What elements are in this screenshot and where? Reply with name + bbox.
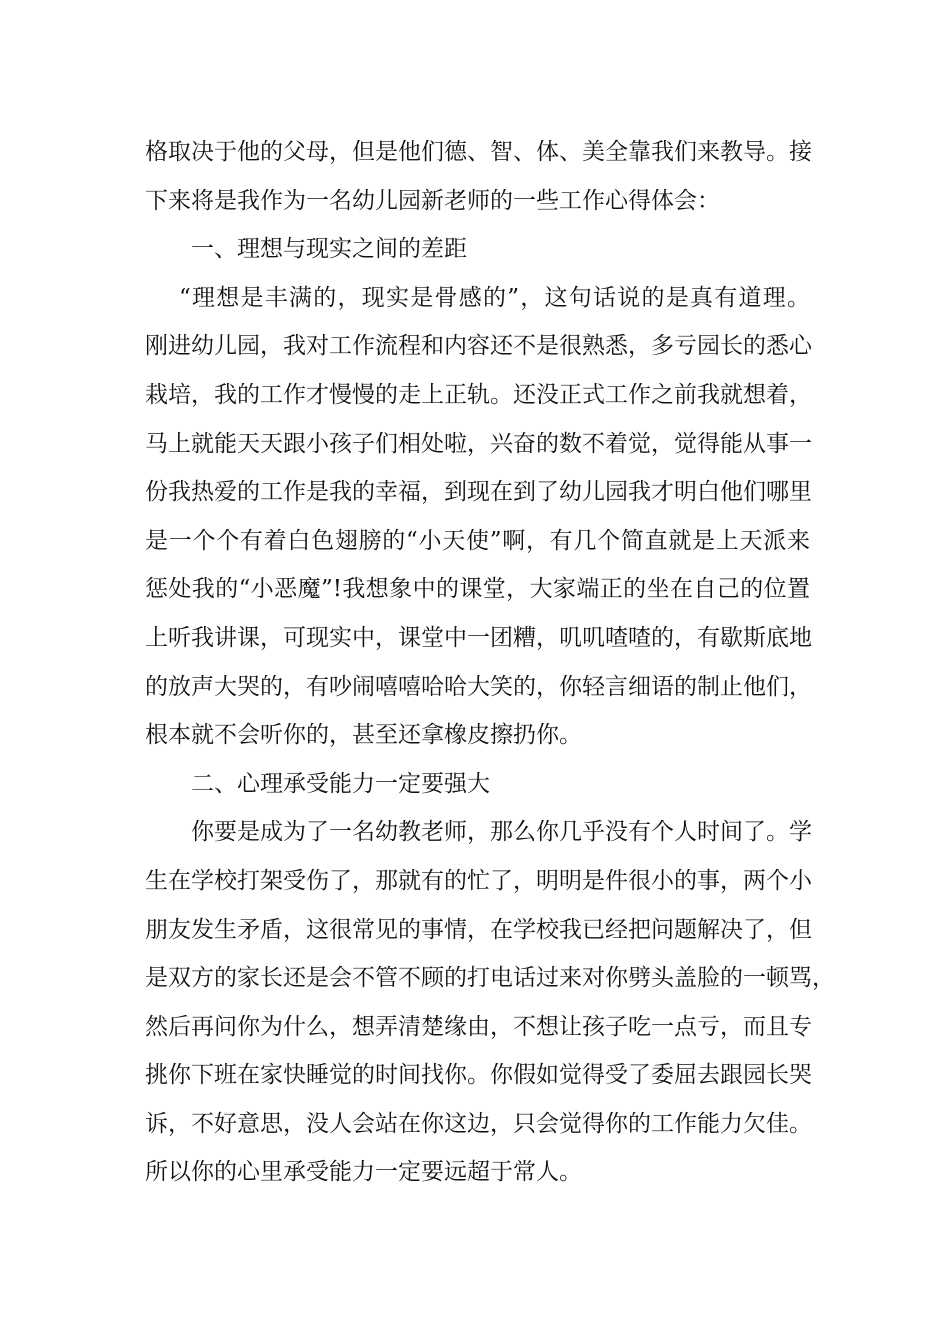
text-line: 朋友发生矛盾，这很常见的事情，在学校我已经把问题解决了，但 [145,916,812,943]
text-line: 挑你下班在家快睡觉的时间找你。你假如觉得受了委屈去跟园长哭 [145,1062,812,1089]
text-line: 马上就能天天跟小孩子们相处啦，兴奋的数不着觉，觉得能从事一 [145,430,812,457]
text-line: 惩处我的“小恶魔”!我想象中的课堂，大家端正的坐在自己的位置 [145,576,810,603]
text-line: 上听我讲课，可现实中，课堂中一团糟，叽叽喳喳的，有歇斯底地 [145,624,812,651]
text-line: 栽培，我的工作才慢慢的走上正轨。还没正式工作之前我就想着， [145,381,812,408]
section-heading-2: 二、心理承受能力一定要强大 [191,770,490,797]
text-line: “理想是丰满的，现实是骨感的”，这句话说的是真有道理。 [179,284,810,311]
text-line: 然后再问你为什么，想弄清楚缘由，不想让孩子吃一点亏，而且专 [145,1013,812,1040]
text-line: 诉，不好意思，没人会站在你这边，只会觉得你的工作能力欠佳。 [145,1110,812,1137]
text-line: 生在学校打架受伤了，那就有的忙了，明明是件很小的事，两个小 [145,867,812,894]
text-line: 你要是成为了一名幼教老师，那么你几乎没有个人时间了。学 [191,819,812,846]
text-line: 刚进幼儿园，我对工作流程和内容还不是很熟悉，多亏园长的悉心 [145,333,812,360]
text-line: 格取决于他的父母，但是他们德、智、体、美全靠我们来教导。接 [145,139,812,165]
text-line: 根本就不会听你的，甚至还拿橡皮擦扔你。 [145,722,582,749]
text-line: 下来将是我作为一名幼儿园新老师的一些工作心得体会： [145,187,720,214]
text-line: 的放声大哭的，有吵闹嘻嘻哈哈大笑的，你轻言细语的制止他们， [145,673,812,700]
text-line: 所以你的心里承受能力一定要远超于常人。 [145,1159,582,1186]
text-line: 是一个个有着白色翅膀的“小天使”啊，有几个简直就是上天派来 [145,527,810,554]
body-text [145,128,835,1197]
section-heading-1: 一、理想与现实之间的差距 [191,236,467,263]
text-line: 是双方的家长还是会不管不顾的打电话过来对你劈头盖脸的一顿骂， [145,965,835,992]
text-line: 份我热爱的工作是我的幸福，到现在到了幼儿园我才明白他们哪里 [145,479,812,506]
